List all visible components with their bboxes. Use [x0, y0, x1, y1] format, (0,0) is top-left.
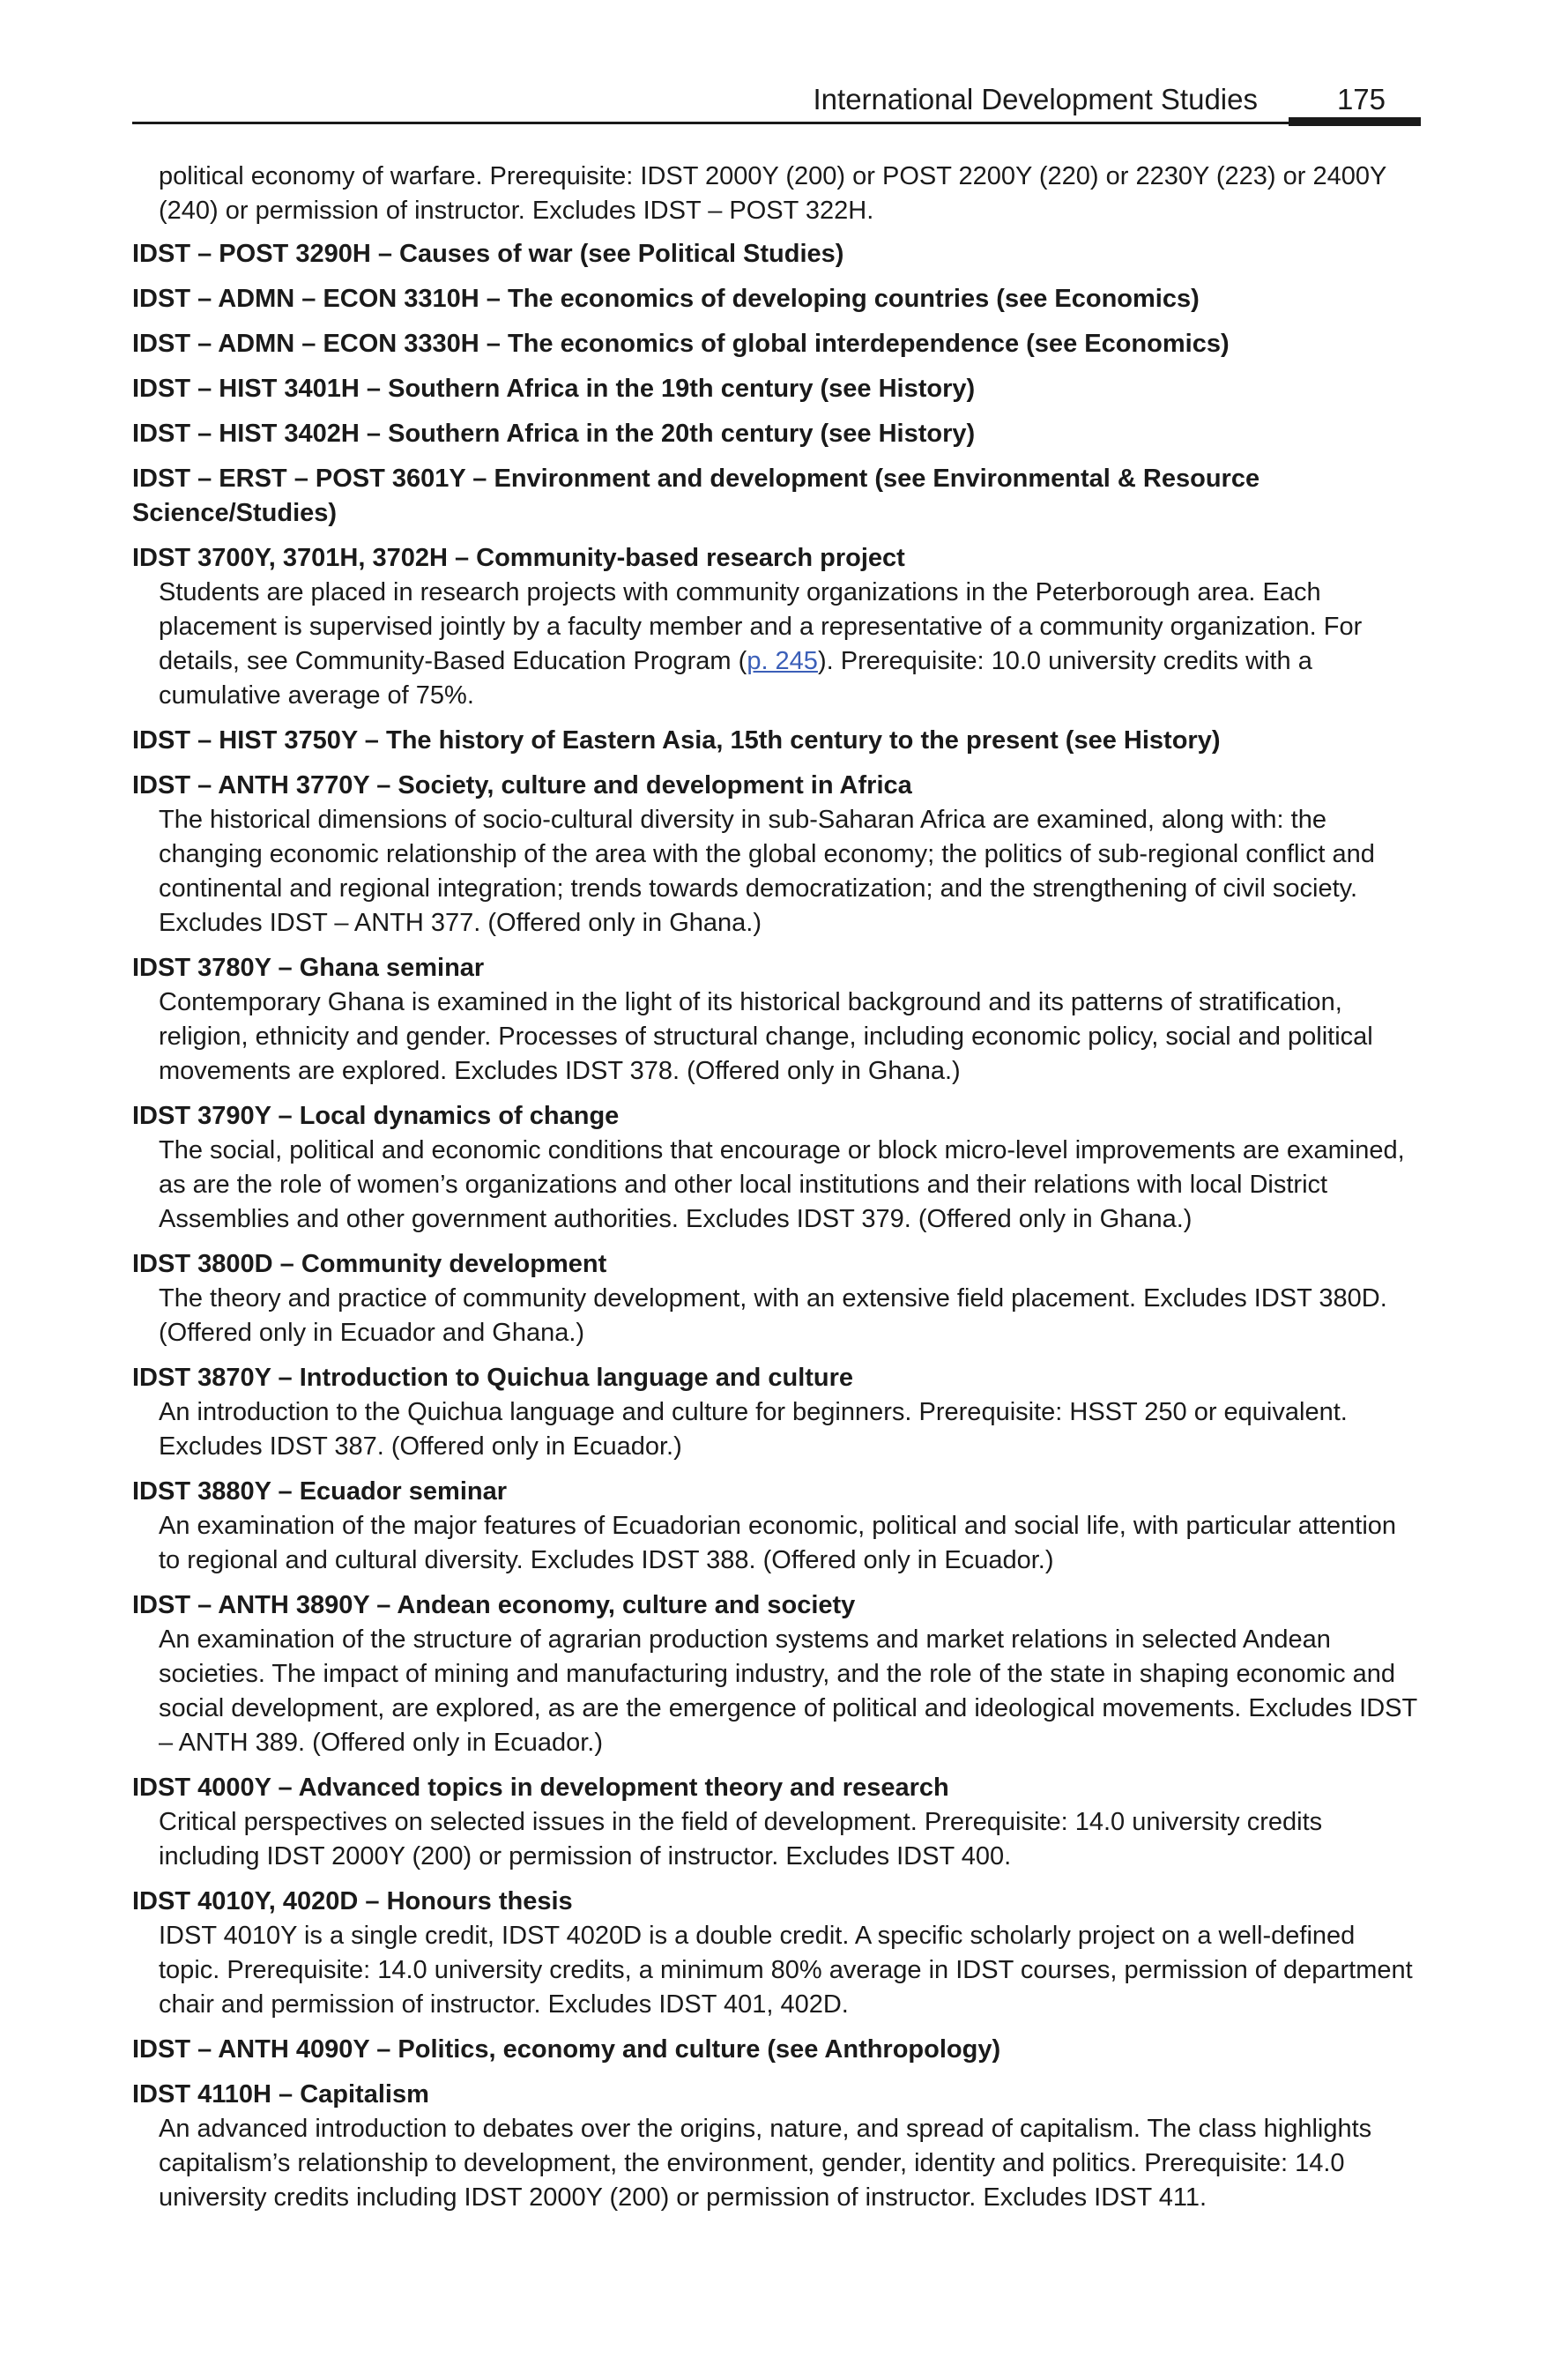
course-entry — [132, 417, 1421, 451]
course-description: An advanced introduction to debates over the origins, nature, and spread of capitalism. The class highlights capitalism’s relationship to development, the environment, gender, identity and politics. Prerequisite: 14.0 university credits including IDST 2000Y (200) or permission of instructor. Excludes IDST 411. — [159, 2115, 1372, 2212]
course-entry — [132, 2033, 1421, 2067]
header-rule — [132, 122, 1421, 124]
course-description: Contemporary Ghana is examined in the light of its historical background and its patterns of stratification, religion, ethnicity and gender. Processes of structural change, including economic policy, social and political movements are explored. Excludes IDST 378. (Offered only in Ghana.) — [159, 988, 1373, 1085]
course-title: IDST 3790Y – Local dynamics of change — [132, 1102, 620, 1130]
page-number: 175 — [1336, 83, 1386, 115]
course-entry — [132, 724, 1421, 758]
course-entry — [132, 1588, 1421, 1760]
page-reference-link[interactable]: p. 245 — [747, 647, 818, 675]
course-title: IDST 3870Y – Introduction to Quichua language and culture — [132, 1364, 854, 1392]
course-entry — [132, 541, 1421, 713]
course-title: IDST – HIST 3401H – Southern Africa in the 19th century (see History) — [132, 375, 976, 403]
course-entry — [132, 1247, 1421, 1350]
description-text: Students are placed in research projects with community organizations in the Peterborough area. Each placement is supervised jointly by a faculty member and a representative of a community organization. For details, see Community-Based Education Program ( — [159, 578, 1363, 675]
course-title: IDST 4010Y, 4020D – Honours thesis — [132, 1887, 573, 1915]
course-title: IDST – ADMN – ECON 3330H – The economics of global interdependence (see Economics) — [132, 330, 1230, 358]
course-title: IDST 3700Y, 3701H, 3702H – Community-based research project — [132, 544, 905, 572]
course-title: IDST 3780Y – Ghana seminar — [132, 954, 485, 982]
course-title: IDST – ERST – POST 3601Y – Environment and development (see Environmental & Resource Science/Studies) — [132, 465, 1260, 527]
course-entry — [132, 951, 1421, 1089]
course-title: IDST – HIST 3750Y – The history of Eastern Asia, 15th century to the present (see History) — [132, 726, 1221, 755]
course-description: IDST 4010Y is a single credit, IDST 4020D is a double credit. A specific scholarly project on a well-defined topic. Prerequisite: 14.0 university credits, a minimum 80% average in IDST courses, permission of department chair and permission of instructor. Excludes IDST 401, 402D. — [159, 1922, 1413, 2019]
course-title: IDST – ANTH 3770Y – Society, culture and development in Africa — [132, 771, 912, 800]
course-description — [132, 576, 1421, 713]
course-description: Critical perspectives on selected issues in the field of development. Prerequisite: 14.0 university credits including IDST 2000Y (200) or permission of instructor. Excludes IDST 400. — [159, 1808, 1323, 1871]
course-title: IDST – ANTH 4090Y – Politics, economy and culture (see Anthropology) — [132, 2035, 1001, 2064]
course-title: IDST 3880Y – Ecuador seminar — [132, 1477, 508, 1506]
course-entry — [132, 1361, 1421, 1464]
course-title: IDST – HIST 3402H – Southern Africa in the 20th century (see History) — [132, 420, 976, 448]
description-text: ). Prerequisite: 10.0 university credits with a cumulative average of 75%. — [159, 647, 1312, 710]
course-entry — [132, 282, 1421, 316]
course-entry — [132, 372, 1421, 406]
course-description: An examination of the structure of agrarian production systems and market relations in selected Andean societies. The impact of mining and manufacturing industry, and the role of the state in shaping economic and social development, are explored, as are the emergence of political and ideological movements. Excludes IDST – ANTH 389. (Offered only in Ecuador.) — [159, 1625, 1417, 1757]
header-tab-bar — [1289, 117, 1421, 126]
course-title: IDST – ADMN – ECON 3310H – The economics of developing countries (see Economics) — [132, 285, 1200, 313]
course-description: The historical dimensions of socio-cultural diversity in sub-Saharan Africa are examined, along with: the changing economic relationship of the area with the global economy; the politics of sub-regional conflict and continental and regional integration; trends towards democratization; and the strengthening of civil society. Excludes IDST – ANTH 377. (Offered only in Ghana.) — [159, 806, 1375, 937]
running-head-title: International Development Studies — [813, 83, 1258, 115]
course-entry — [132, 1475, 1421, 1578]
course-entry — [132, 1771, 1421, 1874]
course-entry — [132, 2078, 1421, 2215]
course-listing — [132, 160, 1421, 2226]
course-entry — [132, 237, 1421, 271]
course-description: The social, political and economic conditions that encourage or block micro-level improvements are examined, as are the role of women’s organizations and other local institutions and their relations with local District Assemblies and other government authorities. Excludes IDST 379. (Offered only in Ghana.) — [159, 1136, 1405, 1233]
course-title: IDST 3800D – Community development — [132, 1250, 607, 1278]
course-title: IDST – POST 3290H – Causes of war (see Political Studies) — [132, 240, 844, 268]
course-title: IDST 4000Y – Advanced topics in development theory and research — [132, 1774, 949, 1802]
course-title: IDST 4110H – Capitalism — [132, 2080, 429, 2109]
course-title: IDST – ANTH 3890Y – Andean economy, culture and society — [132, 1591, 856, 1619]
course-description: An introduction to the Quichua language and culture for beginners. Prerequisite: HSST 250 or equivalent. Excludes IDST 387. (Offered only in Ecuador.) — [159, 1398, 1348, 1461]
course-entry — [132, 327, 1421, 361]
continued-description: political economy of warfare. Prerequisite: IDST 2000Y (200) or POST 2200Y (220) or 2230Y (223) or 2400Y (240) or permission of instructor. Excludes IDST – POST 322H. — [159, 162, 1386, 225]
course-entry — [132, 1099, 1421, 1237]
course-description: The theory and practice of community development, with an extensive field placement. Excludes IDST 380D. (Offered only in Ecuador and Ghana.) — [159, 1284, 1387, 1347]
course-entry — [132, 1885, 1421, 2022]
course-description: An examination of the major features of Ecuadorian economic, political and social life, with particular attention to regional and cultural diversity. Excludes IDST 388. (Offered only in Ecuador.) — [159, 1512, 1397, 1574]
page-header — [132, 78, 1421, 125]
course-entry — [132, 462, 1421, 531]
course-entry — [132, 769, 1421, 941]
